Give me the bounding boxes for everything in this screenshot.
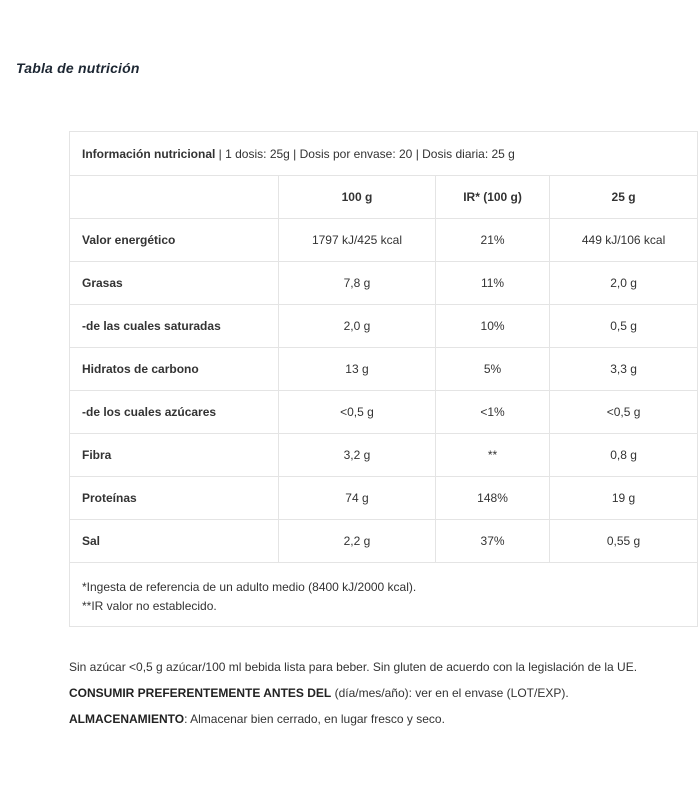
- footnote-cell: [70, 563, 698, 627]
- row-value-25g: 0,55 g: [550, 520, 698, 563]
- row-value-100g: 1797 kJ/425 kcal: [279, 219, 436, 262]
- footnote-ir-not-established: **IR valor no establecido.: [82, 598, 217, 613]
- row-value-ir: 148%: [435, 477, 549, 520]
- table-row: [70, 305, 698, 348]
- row-value-ir: **: [435, 434, 549, 477]
- row-value-ir: 37%: [435, 520, 549, 563]
- footnote-reference-intake: *Ingesta de referencia de un adulto medio (8400 kJ/2000 kcal).: [82, 579, 417, 594]
- table-row: [70, 262, 698, 305]
- row-value-100g: 2,2 g: [279, 520, 436, 563]
- table-row: [70, 434, 698, 477]
- table-row: [70, 520, 698, 563]
- row-value-25g: 19 g: [550, 477, 698, 520]
- best-before-label: CONSUMIR PREFERENTEMENTE ANTES DEL: [69, 686, 332, 700]
- row-value-100g: 74 g: [279, 477, 436, 520]
- row-label: Proteínas: [70, 477, 279, 520]
- header-empty: [70, 176, 279, 219]
- row-value-100g: <0,5 g: [279, 391, 436, 434]
- table-info-row: [70, 132, 698, 176]
- table-row: [70, 348, 698, 391]
- table-footnote-row: [70, 563, 698, 627]
- row-value-ir: 21%: [435, 219, 549, 262]
- table-row: [70, 391, 698, 434]
- best-before-text: (día/mes/año): ver en el envase (LOT/EXP).: [331, 686, 569, 700]
- row-label: Grasas: [70, 262, 279, 305]
- header-25g: 25 g: [550, 176, 698, 219]
- nutrition-info-cell: [70, 132, 698, 176]
- nutrition-info-details: | 1 dosis: 25g | Dosis por envase: 20 | Dosis diaria: 25 g: [215, 146, 515, 161]
- storage-label: ALMACENAMIENTO: [69, 712, 185, 726]
- row-value-100g: 2,0 g: [279, 305, 436, 348]
- row-value-100g: 13 g: [279, 348, 436, 391]
- row-label: -de las cuales saturadas: [70, 305, 279, 348]
- row-value-ir: 10%: [435, 305, 549, 348]
- section-title: Tabla de nutrición: [16, 60, 140, 76]
- product-notes: [69, 660, 689, 738]
- sugar-gluten-note: Sin azúcar <0,5 g azúcar/100 ml bebida lista para beber. Sin gluten de acuerdo con la legislación de la UE.: [69, 660, 638, 674]
- row-value-25g: 0,5 g: [550, 305, 698, 348]
- row-value-25g: 449 kJ/106 kcal: [550, 219, 698, 262]
- storage-text: : Almacenar bien cerrado, en lugar fresco y seco.: [184, 712, 445, 726]
- table-row: [70, 219, 698, 262]
- row-label: Hidratos de carbono: [70, 348, 279, 391]
- row-value-100g: 7,8 g: [279, 262, 436, 305]
- storage-note: [69, 712, 689, 727]
- nutrition-info-label: Información nutricional: [82, 146, 216, 161]
- header-100g: 100 g: [279, 176, 436, 219]
- row-value-25g: 2,0 g: [550, 262, 698, 305]
- row-value-25g: 3,3 g: [550, 348, 698, 391]
- row-label: -de los cuales azúcares: [70, 391, 279, 434]
- row-value-ir: 11%: [435, 262, 549, 305]
- row-label: Fibra: [70, 434, 279, 477]
- row-value-25g: <0,5 g: [550, 391, 698, 434]
- best-before-note: [69, 686, 689, 701]
- header-ir: IR* (100 g): [435, 176, 549, 219]
- row-label: Sal: [70, 520, 279, 563]
- row-value-25g: 0,8 g: [550, 434, 698, 477]
- table-header-row: [70, 176, 698, 219]
- row-value-100g: 3,2 g: [279, 434, 436, 477]
- table-row: [70, 477, 698, 520]
- row-label: Valor energético: [70, 219, 279, 262]
- nutrition-table: [69, 131, 698, 627]
- row-value-ir: 5%: [435, 348, 549, 391]
- row-value-ir: <1%: [435, 391, 549, 434]
